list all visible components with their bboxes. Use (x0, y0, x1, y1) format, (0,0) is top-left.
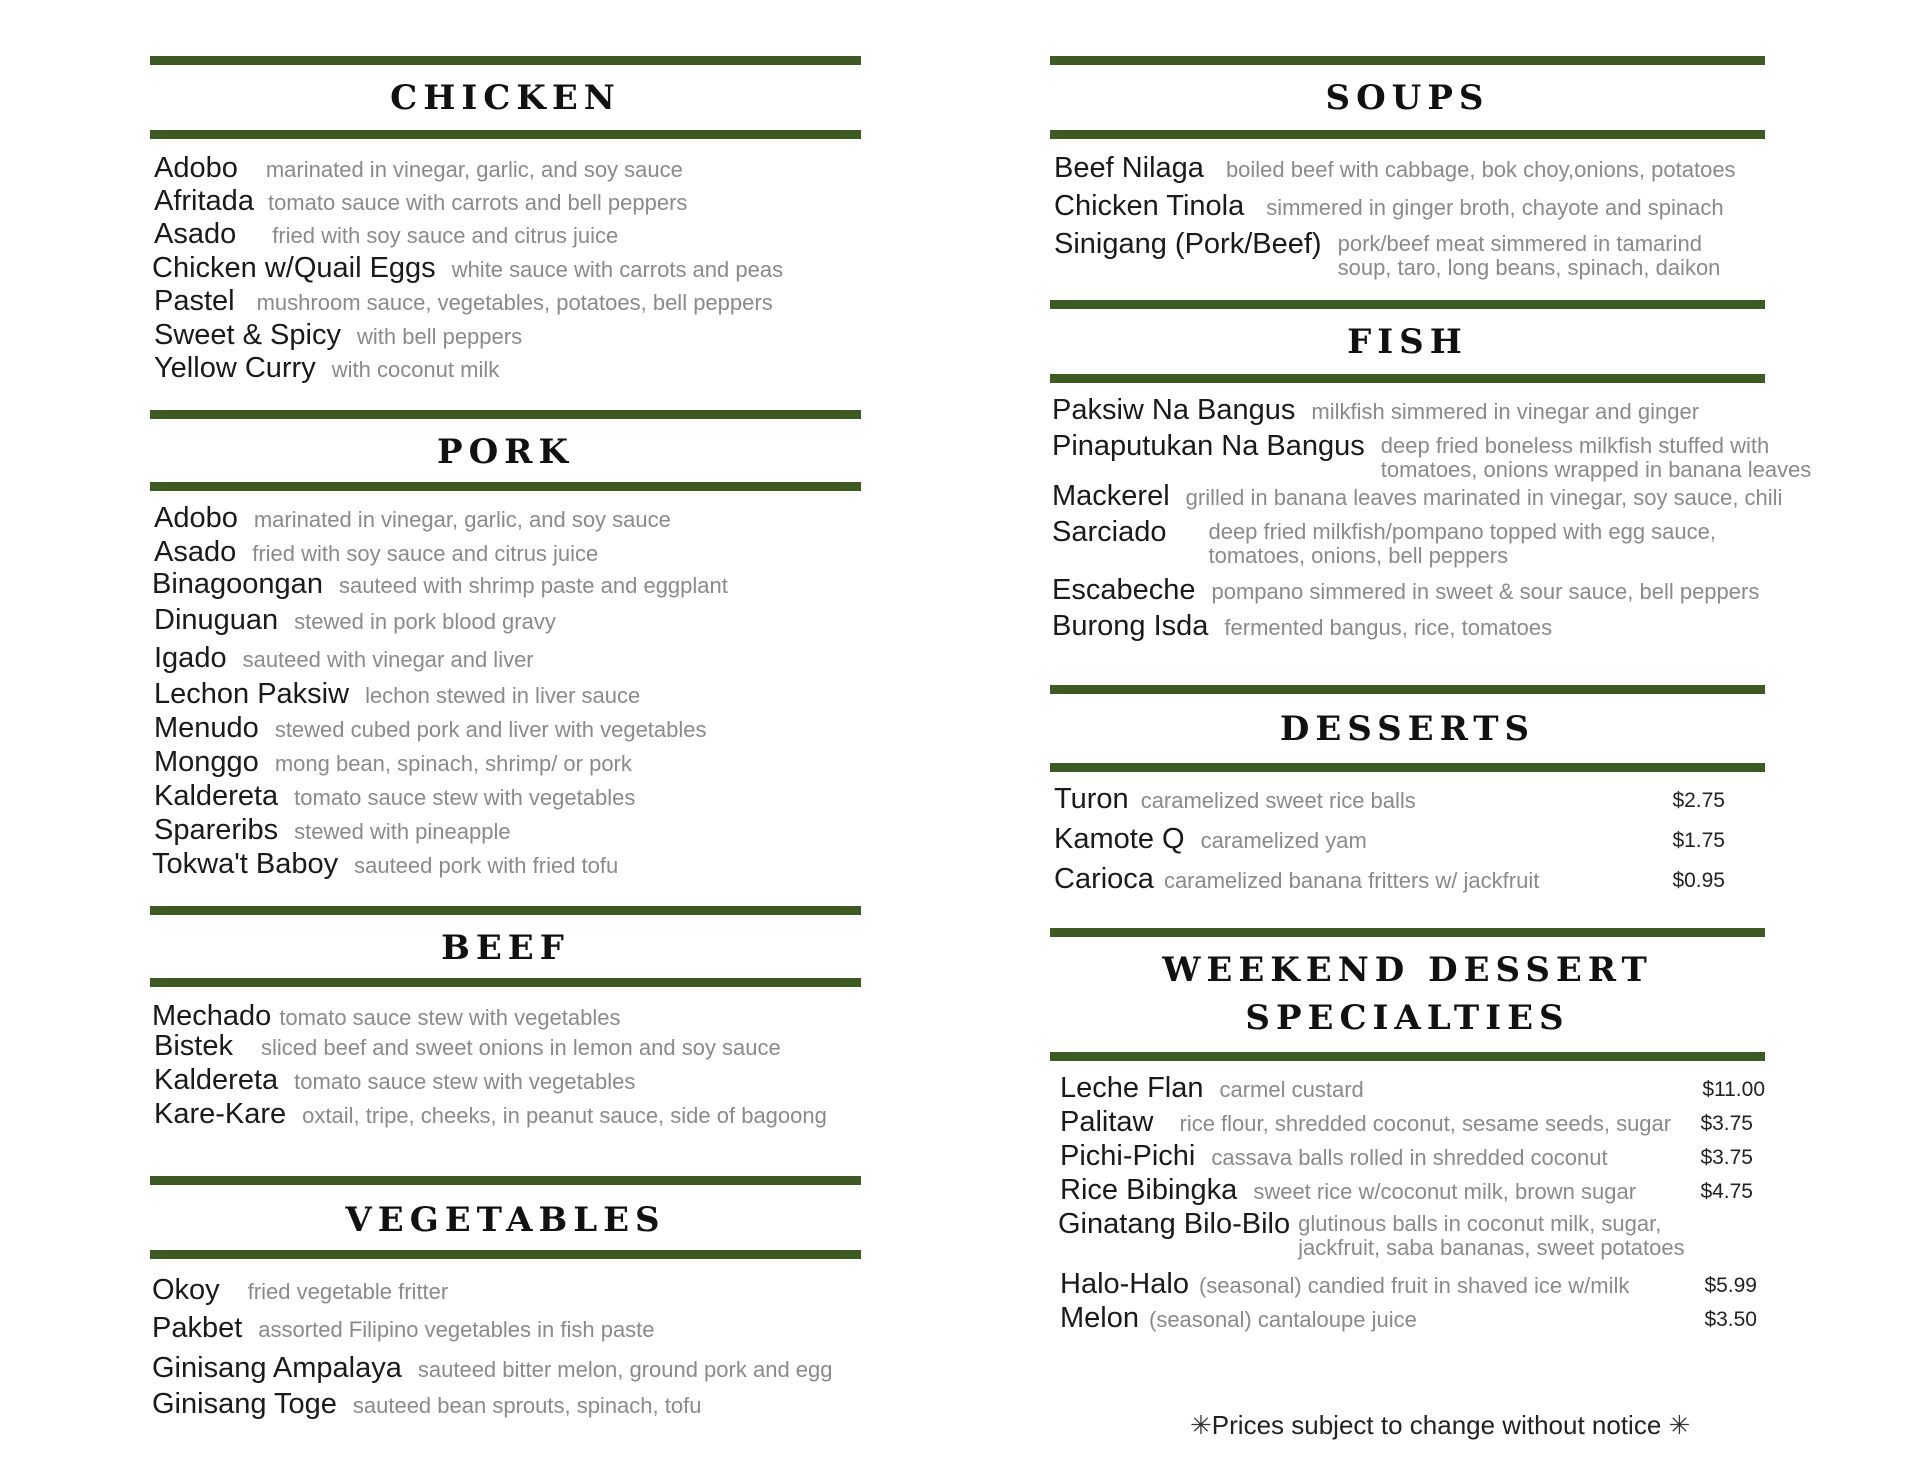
item-description: deep fried milkfish/pompano topped with egg sauce, tomatoes, onions, bell peppers (1208, 519, 1717, 568)
item-description: sauteed with vinegar and liver (242, 647, 534, 672)
item-name: Monggo (154, 746, 259, 778)
section-rule-bottom (150, 130, 861, 139)
menu-item (150, 814, 861, 847)
item-price: $3.75 (1700, 1112, 1753, 1135)
section-title: SOUPS (1325, 78, 1490, 118)
item-description: tomato sauce stew with vegetables (294, 1069, 636, 1094)
item-name: Asado (154, 536, 237, 568)
item-name: Sinigang (Pork/Beef) (1054, 228, 1322, 260)
item-description: glutinous balls in coconut milk, sugar, jackfruit, saba bananas, sweet potatoes (1298, 1211, 1685, 1260)
item-description: stewed cubed pork and liver with vegetables (274, 717, 707, 742)
item-name: Mechado (152, 1000, 272, 1032)
item-description: cassava balls rolled in shredded coconut (1211, 1145, 1608, 1170)
item-price: $4.75 (1700, 1180, 1753, 1203)
menu-item (150, 285, 861, 318)
item-description: with bell peppers (356, 324, 523, 349)
item-description: mushroom sauce, vegetables, potatoes, bell peppers (256, 290, 773, 315)
item-name: Rice Bibingka (1060, 1174, 1238, 1206)
section-rule-bottom (150, 482, 861, 491)
item-description: tomato sauce with carrots and bell peppers (267, 190, 688, 215)
item-description: mong bean, spinach, shrimp/ or pork (274, 751, 632, 776)
item-description: marinated in vinegar, garlic, and soy sauce (265, 157, 683, 182)
item-description: lechon stewed in liver sauce (365, 683, 641, 708)
section-rule-bottom (1050, 763, 1765, 772)
item-price: $2.75 (1672, 789, 1725, 812)
menu-item (1050, 190, 1765, 223)
item-name: Spareribs (154, 814, 279, 846)
item-name: Sarciado (1052, 516, 1167, 548)
item-name: Paksiw Na Bangus (1052, 394, 1296, 426)
item-name: Turon (1054, 783, 1129, 815)
item-description: sweet rice w/coconut milk, brown sugar (1253, 1179, 1637, 1204)
menu-item (150, 712, 861, 745)
menu-item (1050, 394, 1765, 427)
section-rule-bottom (1050, 1052, 1765, 1061)
item-name: Bistek (154, 1030, 233, 1062)
item-description: white sauce with carrots and peas (451, 257, 784, 282)
section-rule-top (150, 410, 861, 419)
section-title-line-1: WEEKEND DESSERT (1162, 950, 1653, 990)
menu-item (150, 678, 861, 711)
item-name: Escabeche (1052, 574, 1196, 606)
menu-item (1050, 1208, 1765, 1260)
item-description: with coconut milk (331, 357, 500, 382)
menu-item (150, 536, 861, 569)
item-name: Pastel (154, 285, 235, 317)
item-description: fried with soy sauce and citrus juice (272, 223, 619, 248)
item-description: milkfish simmered in vinegar and ginger (1311, 399, 1700, 424)
item-description: (seasonal) candied fruit in shaved ice w/milk (1198, 1273, 1630, 1298)
section-rule-top (1050, 300, 1765, 309)
item-name: Palitaw (1060, 1106, 1154, 1138)
section-rule-bottom (150, 1250, 861, 1259)
disclaimer-text: Prices subject to change without notice (1211, 1410, 1662, 1440)
section-title: VEGETABLES (345, 1200, 666, 1240)
menu-item (1050, 1106, 1765, 1139)
menu-item (1050, 863, 1765, 896)
asterisk-icon: ✳ (1668, 1410, 1691, 1440)
item-name: Ginatang Bilo-Bilo (1058, 1208, 1291, 1240)
item-name: Kamote Q (1054, 823, 1185, 855)
item-description: tomato sauce stew with vegetables (279, 1005, 621, 1030)
item-name: Mackerel (1052, 480, 1170, 512)
item-name: Okoy (152, 1274, 220, 1306)
item-description: marinated in vinegar, garlic, and soy sauce (253, 507, 671, 532)
menu-item (150, 1030, 861, 1063)
section-rule-top (150, 56, 861, 65)
menu-item (150, 1388, 861, 1421)
menu-item (1050, 823, 1765, 856)
asterisk-icon: ✳ (1190, 1410, 1212, 1440)
menu-item (150, 502, 861, 535)
item-description: simmered in ginger broth, chayote and spinach (1266, 195, 1724, 220)
item-description: sliced beef and sweet onions in lemon and soy sauce (260, 1035, 781, 1060)
price-disclaimer (1190, 1410, 1690, 1441)
item-description: caramelized banana fritters w/ jackfruit (1163, 868, 1540, 893)
menu-item (150, 1352, 861, 1385)
item-name: Chicken Tinola (1054, 190, 1245, 222)
item-name: Ginisang Toge (152, 1388, 337, 1420)
item-description: caramelized yam (1200, 828, 1367, 853)
item-description: stewed with pineapple (294, 819, 511, 844)
menu-item (1050, 1268, 1765, 1301)
menu-item (1050, 1072, 1765, 1105)
menu-item (150, 185, 861, 218)
item-name: Adobo (154, 152, 238, 184)
section-rule-top (1050, 685, 1765, 694)
item-price: $5.99 (1704, 1274, 1757, 1297)
item-name: Kare-Kare (154, 1098, 287, 1130)
item-name: Tokwa't Baboy (152, 848, 339, 880)
item-name: Sweet & Spicy (154, 319, 341, 351)
section-rule-top (150, 906, 861, 915)
item-name: Kaldereta (154, 780, 279, 812)
item-name: Leche Flan (1060, 1072, 1204, 1104)
section-rule-bottom (1050, 130, 1765, 139)
menu-item (1050, 228, 1765, 280)
item-description: boiled beef with cabbage, bok choy,onions, potatoes (1225, 157, 1736, 182)
section-title-line-2: SPECIALTIES (1245, 998, 1570, 1038)
menu-item (150, 319, 861, 352)
item-price: $11.00 (1702, 1078, 1765, 1101)
menu-item (150, 218, 861, 251)
item-name: Pakbet (152, 1312, 243, 1344)
item-name: Igado (154, 642, 227, 674)
item-description: sauteed bean sprouts, spinach, tofu (352, 1393, 702, 1418)
menu-item (1050, 610, 1765, 643)
item-price: $3.50 (1704, 1308, 1757, 1331)
section-rule-top (1050, 928, 1765, 937)
menu-item (1050, 516, 1765, 568)
section-rule-bottom (1050, 374, 1765, 383)
item-description: assorted Filipino vegetables in fish paste (258, 1317, 655, 1342)
item-name: Menudo (154, 712, 259, 744)
menu-item (1050, 1140, 1765, 1173)
item-price: $3.75 (1700, 1146, 1753, 1169)
item-description: fried with soy sauce and citrus juice (252, 541, 599, 566)
menu-item (150, 152, 861, 185)
item-description: rice flour, shredded coconut, sesame seeds, sugar (1179, 1111, 1672, 1136)
item-name: Pichi-Pichi (1060, 1140, 1196, 1172)
item-description: pompano simmered in sweet & sour sauce, bell peppers (1211, 579, 1760, 604)
item-description: carmel custard (1219, 1077, 1364, 1102)
menu-item (150, 352, 861, 385)
menu-item (1050, 480, 1783, 513)
item-name: Pinaputukan Na Bangus (1052, 430, 1365, 462)
item-name: Melon (1060, 1302, 1139, 1334)
item-description: caramelized sweet rice balls (1140, 788, 1416, 813)
menu-item (150, 1312, 861, 1345)
item-name: Burong Isda (1052, 610, 1209, 642)
menu-item (150, 252, 861, 285)
section-title: CHICKEN (390, 78, 621, 118)
item-name: Kaldereta (154, 1064, 279, 1096)
item-description: sauteed pork with fried tofu (354, 853, 619, 878)
section-title: PORK (437, 432, 574, 472)
menu-item (1050, 1302, 1765, 1335)
item-name: Beef Nilaga (1054, 152, 1204, 184)
item-description: deep fried boneless milkfish stuffed with tomatoes, onions wrapped in banana leaves (1380, 433, 1812, 482)
item-name: Binagoongan (152, 568, 323, 600)
menu-item (150, 1000, 861, 1033)
menu-item (1050, 430, 1812, 482)
menu-item (150, 604, 861, 637)
item-description: (seasonal) cantaloupe juice (1149, 1307, 1417, 1332)
item-description: pork/beef meat simmered in tamarind soup, taro, long beans, spinach, daikon (1337, 231, 1721, 280)
menu-item (150, 642, 861, 675)
item-name: Yellow Curry (154, 352, 316, 384)
item-description: fermented bangus, rice, tomatoes (1224, 615, 1553, 640)
section-title: DESSERTS (1279, 709, 1536, 749)
section-rule-top (1050, 56, 1765, 65)
menu-item (150, 1064, 861, 1097)
menu-item (150, 780, 861, 813)
menu-item (1050, 1174, 1765, 1207)
menu-item (150, 746, 861, 779)
section-title: BEEF (441, 928, 570, 968)
item-description: sauteed with shrimp paste and eggplant (338, 573, 728, 598)
item-description: fried vegetable fritter (247, 1279, 449, 1304)
section-title: FISH (1347, 322, 1468, 362)
item-name: Halo-Halo (1060, 1268, 1189, 1300)
item-name: Ginisang Ampalaya (152, 1352, 402, 1384)
menu-item (150, 568, 861, 601)
item-name: Lechon Paksiw (154, 678, 350, 710)
menu-item (1050, 574, 1765, 607)
item-description: tomato sauce stew with vegetables (294, 785, 636, 810)
item-description: oxtail, tripe, cheeks, in peanut sauce, side of bagoong (302, 1103, 827, 1128)
item-price: $1.75 (1672, 829, 1725, 852)
menu-item (1050, 783, 1765, 816)
item-description: stewed in pork blood gravy (294, 609, 556, 634)
section-rule-bottom (150, 978, 861, 987)
item-price: $0.95 (1672, 869, 1725, 892)
item-description: grilled in banana leaves marinated in vinegar, soy sauce, chili (1185, 485, 1783, 510)
item-name: Adobo (154, 502, 238, 534)
section-rule-top (150, 1176, 861, 1185)
menu-item (150, 1274, 861, 1307)
menu-item (150, 1098, 861, 1131)
item-name: Asado (154, 218, 237, 250)
item-name: Carioca (1054, 863, 1154, 895)
item-name: Chicken w/Quail Eggs (152, 252, 436, 284)
menu-item (150, 848, 861, 881)
item-name: Afritada (154, 185, 254, 217)
item-name: Dinuguan (154, 604, 279, 636)
menu-item (1050, 152, 1765, 185)
item-description: sauteed bitter melon, ground pork and egg (417, 1357, 833, 1382)
